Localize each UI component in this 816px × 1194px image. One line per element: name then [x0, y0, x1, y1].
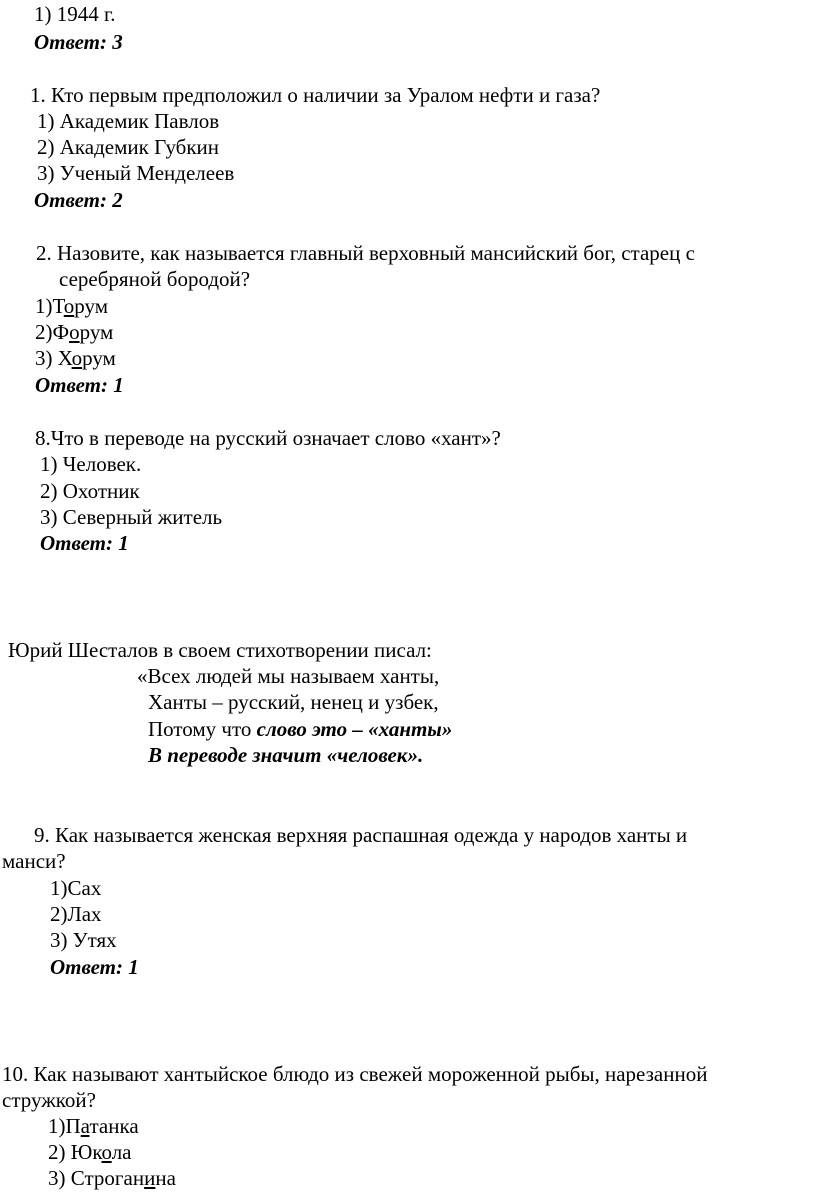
q2-question-line2: серебряной бородой? — [59, 267, 251, 291]
q8-answer: Ответ: 1 — [40, 531, 129, 555]
q8-question: 8.Что в переводе на русский означает слово «хант»? — [35, 426, 501, 450]
q10-option-2: 2) Юкола — [48, 1140, 132, 1164]
q9-option-2: 2)Лах — [50, 902, 102, 926]
q9-option-3: 3) Утях — [50, 928, 117, 952]
q8-option-3: 3) Северный житель — [40, 505, 223, 529]
poem-line-4: В переводе значит «человек». — [148, 743, 424, 767]
q2-question-line1: 2. Назовите, как называется главный верховный мансийский бог, старец с — [36, 241, 695, 265]
poem-line-1: «Всех людей мы называем ханты, — [137, 664, 440, 688]
poem-line-3: Потому что слово это – «ханты» — [148, 717, 453, 741]
prev-option-1: 1) 1944 г. — [34, 2, 116, 26]
q8-option-2: 2) Охотник — [40, 479, 140, 503]
q2-answer: Ответ: 1 — [35, 373, 124, 397]
q1-answer: Ответ: 2 — [34, 188, 123, 212]
q9-answer: Ответ: 1 — [50, 955, 139, 979]
q2-option-2: 2)Форум — [35, 320, 114, 344]
poem-line-2: Ханты – русский, ненец и узбек, — [148, 690, 439, 714]
q10-question-line2: стружкой? — [2, 1088, 96, 1112]
q1-option-3: 3) Ученый Менделеев — [37, 161, 235, 185]
q10-question-line1: 10. Как называют хантыйское блюдо из свежей мороженной рыбы, нарезанной — [2, 1062, 708, 1086]
q9-option-1: 1)Сах — [50, 876, 102, 900]
poem-intro: Юрий Шесталов в своем стихотворении писал: — [8, 638, 432, 662]
q8-option-1: 1) Человек. — [40, 452, 142, 476]
q10-option-1: 1)Патанка — [48, 1114, 139, 1138]
q1-option-2: 2) Академик Губкин — [37, 135, 220, 159]
q9-question-line1: 9. Как называется женская верхняя распашная одежда у народов ханты и — [34, 823, 688, 847]
prev-answer: Ответ: 3 — [34, 30, 123, 54]
q10-option-3: 3) Строганина — [48, 1166, 176, 1190]
q2-option-3: 3) Хорум — [35, 346, 116, 370]
q1-question: 1. Кто первым предположил о наличии за Уралом нефти и газа? — [30, 83, 601, 107]
q1-option-1: 1) Академик Павлов — [37, 109, 220, 133]
q9-question-line2: манси? — [2, 849, 66, 873]
q2-option-1: 1)Торум — [35, 294, 108, 318]
